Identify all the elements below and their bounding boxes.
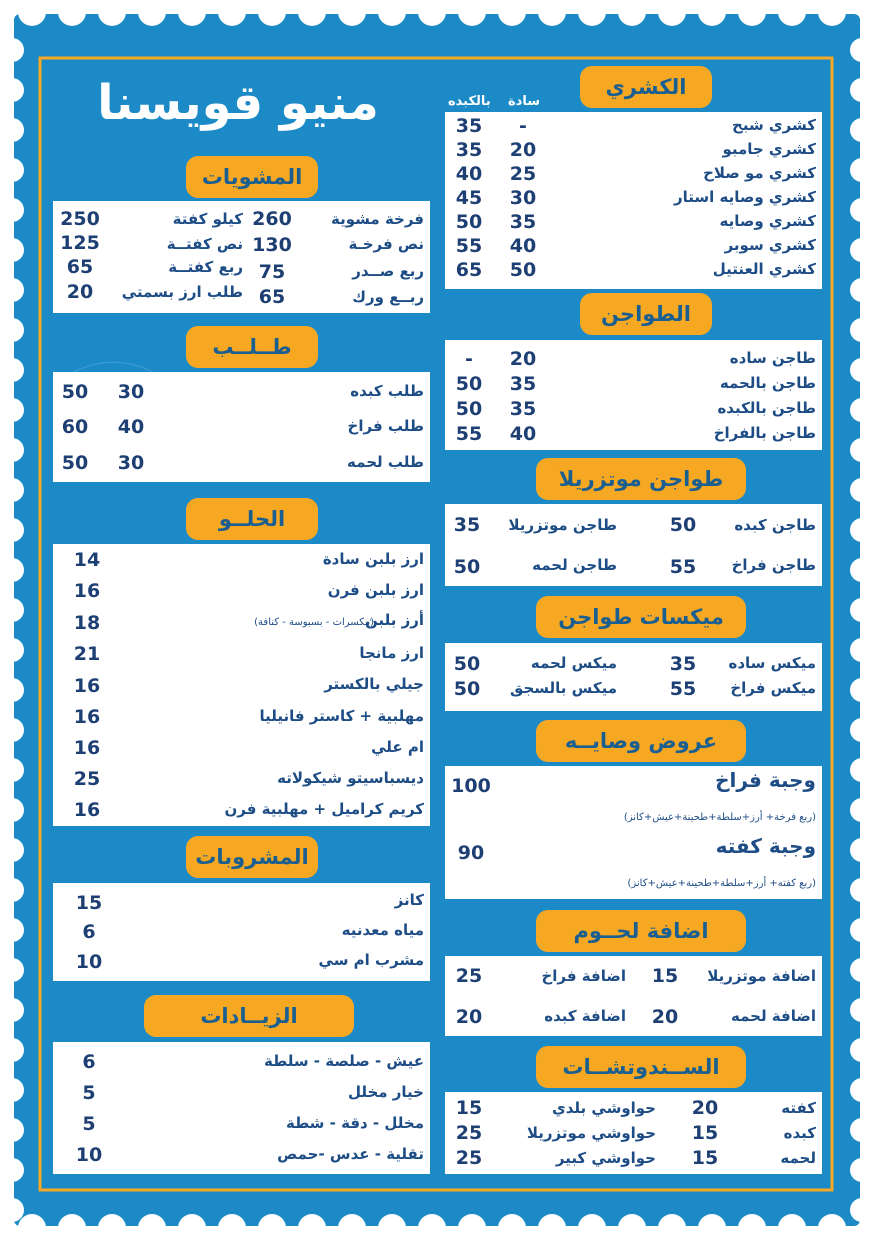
item-price: 10: [75, 951, 103, 973]
price-1: 40: [509, 423, 537, 445]
item-name: طاجن كبده: [734, 516, 816, 534]
price-2: -: [465, 348, 473, 370]
item-price: 55: [669, 678, 697, 700]
item-price: 5: [82, 1082, 96, 1104]
item-name: اضافة فراخ: [541, 967, 626, 985]
item-price: 50: [453, 678, 481, 700]
item-price: 25: [455, 965, 483, 987]
menu-title: منيو قويسنا: [97, 75, 379, 131]
price-2: 50: [455, 373, 483, 395]
price-liver: 45: [455, 187, 483, 209]
item-price: 16: [73, 799, 101, 821]
item-name: ميكس فراخ: [730, 679, 816, 697]
col-header-liver: بالكبده: [448, 94, 491, 109]
item-price: 15: [651, 965, 679, 987]
section-box-drinks: [53, 883, 430, 981]
section-box-mixes: [445, 643, 822, 711]
item-price: 25: [455, 1122, 483, 1144]
price-plain: 50: [509, 259, 537, 281]
price-plain: 25: [509, 163, 537, 185]
item-price: 75: [258, 261, 286, 283]
item-name: كبده: [783, 1124, 816, 1142]
item-name: طاجن بالكبده: [717, 399, 816, 417]
item-description: (ربع كفته+ أرز+سلطة+طحينة+عيش+كانز): [627, 878, 816, 889]
item-name: طاجن بالحمه: [719, 374, 816, 392]
item-name: طلب فراخ: [347, 417, 424, 435]
item-price: 25: [73, 768, 101, 790]
item-price: 55: [669, 556, 697, 578]
item-name: ديسباسيتو شيكولاته: [277, 769, 424, 787]
item-price: 250: [60, 208, 100, 230]
item-price: 15: [455, 1097, 483, 1119]
item-price: 20: [691, 1097, 719, 1119]
item-price: 65: [258, 286, 286, 308]
section-title-drinks: المشروبات: [186, 836, 318, 878]
col-header-plain: سادة: [508, 94, 541, 109]
item-price: 260: [252, 208, 292, 230]
section-box-mozzarella: [445, 504, 822, 586]
section-title-mozzarella: طواجن موتزريلا: [536, 458, 746, 500]
price-1: 20: [509, 348, 537, 370]
item-name: نص كفتــة: [166, 235, 243, 253]
item-name: فرخة مشوية: [331, 210, 424, 228]
item-price: 50: [453, 556, 481, 578]
section-title-meat-addons: اضافة لحــوم: [536, 910, 746, 952]
item-price: 21: [73, 643, 101, 665]
price-1: 35: [509, 398, 537, 420]
item-name: خيار مخلل: [347, 1083, 424, 1101]
price-plain: 20: [509, 139, 537, 161]
item-name: كشري جامبو: [722, 140, 816, 158]
item-name: طلب ارز بسمتي: [121, 283, 243, 301]
section-box-tagen: [445, 340, 822, 450]
item-price: 15: [691, 1147, 719, 1169]
item-name: تقلية - عدس -حمص: [277, 1145, 424, 1163]
item-name: كفته: [781, 1099, 816, 1117]
item-price: 100: [451, 775, 491, 797]
item-name: ام علي: [371, 738, 424, 756]
price-2: 50: [61, 452, 89, 474]
item-price: 18: [73, 612, 101, 634]
item-price: 10: [75, 1144, 103, 1166]
item-name: اضافة لحمه: [730, 1007, 816, 1025]
item-name: ربــع ورك: [352, 288, 424, 306]
section-box-offers: [445, 766, 822, 899]
section-box-meat-addons: [445, 956, 822, 1036]
item-price: 20: [455, 1006, 483, 1028]
price-liver: 40: [455, 163, 483, 185]
item-price: 16: [73, 580, 101, 602]
price-1: 40: [117, 416, 145, 438]
price-1: 30: [117, 381, 145, 403]
item-price: 16: [73, 706, 101, 728]
item-price: 35: [453, 514, 481, 536]
item-name: كريم كراميل + مهلبية فرن: [224, 800, 424, 818]
item-name: طاجن موتزريلا: [508, 516, 617, 534]
item-name: ارز مانجا: [359, 644, 424, 662]
item-name: ميكس بالسجق: [509, 679, 617, 697]
item-name: كيلو كفتة: [172, 210, 243, 228]
item-price: 50: [669, 514, 697, 536]
item-price: 20: [651, 1006, 679, 1028]
item-name: كانز: [394, 891, 424, 909]
item-price: 25: [455, 1147, 483, 1169]
price-plain: 35: [509, 211, 537, 233]
item-name: وجبة كفته: [715, 834, 816, 858]
item-name: مخلل - دقة - شطة: [285, 1114, 424, 1132]
item-name: مهلبية + كاستر فانيليا: [259, 707, 424, 725]
item-name: كشري سوبر: [724, 236, 816, 254]
item-name: حواوشي موتزريلا: [526, 1124, 656, 1142]
price-1: 30: [117, 452, 145, 474]
price-liver: 65: [455, 259, 483, 281]
section-box-grills: [53, 201, 430, 313]
section-box-orders: [53, 372, 430, 482]
section-box-sandwiches: [445, 1092, 822, 1174]
item-name: ربع صــدر: [352, 262, 424, 280]
item-name: طاجن فراخ: [731, 556, 816, 574]
section-title-tagen: الطواجن: [580, 293, 712, 335]
item-price: 14: [73, 549, 101, 571]
item-price: 6: [82, 1051, 96, 1073]
item-name: كشري وصايه: [719, 212, 816, 230]
item-name: عيش - صلصة - سلطة: [264, 1052, 424, 1070]
item-name: كشري العنتيل: [712, 260, 816, 278]
item-name: مشرب ام سي: [318, 951, 424, 969]
item-name: طاجن بالفراخ: [713, 424, 816, 442]
item-price: 35: [669, 653, 697, 675]
item-name: ميكس لحمه: [530, 654, 617, 672]
item-description: (ربع فرخة+ أرز+سلطة+طحينة+عيش+كانز): [623, 812, 816, 823]
price-liver: 55: [455, 235, 483, 257]
price-2: 50: [61, 381, 89, 403]
item-name: جيلي بالكستر: [324, 675, 424, 693]
item-note: (مكسرات - بسبوسة - كنافة): [254, 617, 374, 628]
item-name: ارز بلبن فرن: [327, 581, 424, 599]
item-name: طاجن لحمه: [532, 556, 617, 574]
item-name: اضافة موتزريلا: [707, 967, 816, 985]
section-title-orders: طــلــب: [186, 326, 318, 368]
price-liver: 35: [455, 115, 483, 137]
price-liver: 35: [455, 139, 483, 161]
price-plain: -: [519, 115, 527, 137]
item-name: ميكس ساده: [728, 654, 816, 672]
item-name: أرز بلبن: [364, 611, 424, 629]
price-2: 55: [455, 423, 483, 445]
item-name: اضافة كبده: [544, 1007, 626, 1025]
item-price: 16: [73, 737, 101, 759]
price-plain: 30: [509, 187, 537, 209]
item-name: طلب لحمه: [347, 453, 424, 471]
price-2: 50: [455, 398, 483, 420]
item-price: 130: [252, 234, 292, 256]
item-price: 5: [82, 1113, 96, 1135]
item-price: 65: [66, 256, 94, 278]
section-title-grills: المشويات: [186, 156, 318, 198]
item-price: 125: [60, 232, 100, 254]
item-price: 90: [457, 842, 485, 864]
section-title-extras: الزيــادات: [144, 995, 354, 1037]
section-title-mixes: ميكسات طواجن: [536, 596, 746, 638]
item-name: ربع كفتــة: [168, 258, 243, 276]
price-1: 35: [509, 373, 537, 395]
item-name: لحمه: [780, 1149, 816, 1167]
item-name: حواوشي كبير: [555, 1149, 656, 1167]
section-title-offers: عروض وصايــه: [536, 720, 746, 762]
section-title-sweets: الحلــو: [186, 498, 318, 540]
item-name: كشري وصايه استار: [674, 188, 816, 206]
item-price: 6: [82, 921, 96, 943]
section-title-koshary: الكشري: [580, 66, 712, 108]
item-name: وجبة فراخ: [715, 768, 816, 792]
item-price: 50: [453, 653, 481, 675]
item-name: مياه معدنيه: [341, 921, 424, 939]
price-plain: 40: [509, 235, 537, 257]
price-liver: 50: [455, 211, 483, 233]
section-box-extras: [53, 1042, 430, 1174]
item-name: نص فرخـة: [348, 235, 424, 253]
item-price: 20: [66, 281, 94, 303]
section-box-koshary: [445, 112, 822, 289]
item-name: طلب كبده: [350, 382, 424, 400]
section-box-sweets: [53, 544, 430, 826]
section-title-sandwiches: الســندوتشــات: [536, 1046, 746, 1088]
item-price: 15: [691, 1122, 719, 1144]
item-name: طاجن ساده: [729, 349, 816, 367]
item-name: كشري مو صلاح: [703, 164, 816, 182]
item-name: ارز بلبن سادة: [322, 550, 424, 568]
item-name: كشري شبح: [732, 116, 816, 134]
price-2: 60: [61, 416, 89, 438]
item-price: 15: [75, 892, 103, 914]
item-price: 16: [73, 675, 101, 697]
item-name: حواوشي بلدي: [552, 1099, 656, 1117]
